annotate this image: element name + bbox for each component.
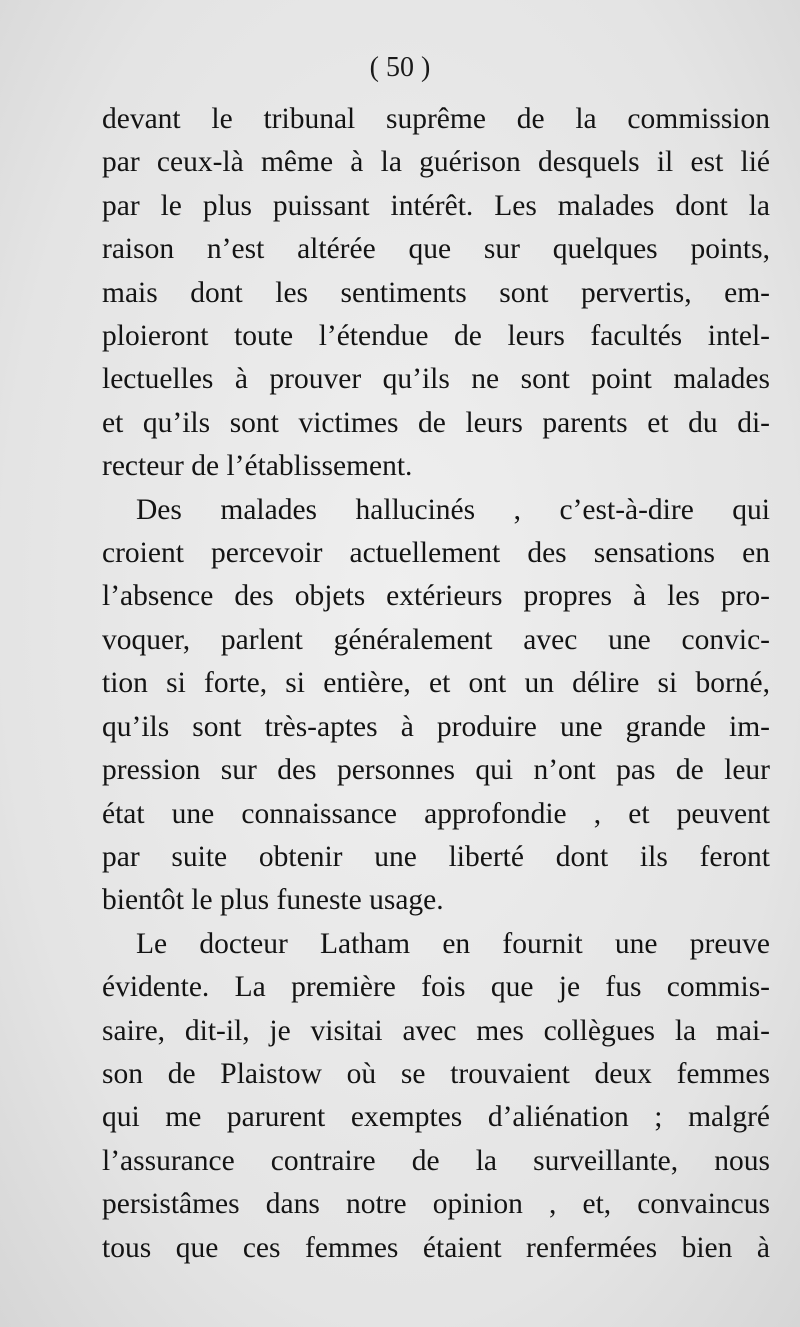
text-line: l’assurance contraire de la surveillante, nous	[102, 1144, 770, 1177]
text-line: persistâmes dans notre opinion , et, convaincus	[102, 1188, 770, 1221]
text-line: recteur de l’établissement.	[102, 450, 413, 483]
text-line: qu’ils sont très-aptes à produire une grande im-	[102, 710, 770, 743]
text-line: par le plus puissant intérêt. Les malades dont la	[102, 189, 770, 222]
text-line: mais dont les sentiments sont pervertis, em-	[102, 276, 770, 309]
text-line: évidente. La première fois que je fus commis-	[102, 971, 770, 1004]
text-line: croient percevoir actuellement des sensations en	[102, 537, 770, 570]
page-number: ( 50 )	[369, 52, 431, 83]
paragraph-1	[102, 98, 770, 489]
text-line: ploieront toute l’étendue de leurs facultés intel-	[102, 320, 770, 353]
text-line: et qu’ils sont victimes de leurs parents et du di-	[102, 406, 770, 439]
text-line: son de Plaistow où se trouvaient deux femmes	[102, 1057, 770, 1090]
text-line: par suite obtenir une liberté dont ils feront	[102, 840, 770, 873]
body-text	[102, 98, 770, 1270]
text-line: par ceux-là même à la guérison desquels il est lié	[102, 146, 770, 179]
text-line: qui me parurent exemptes d’aliénation ; malgré	[102, 1101, 770, 1134]
text-line: l’absence des objets extérieurs propres à les pro-	[102, 580, 770, 613]
text-line: raison n’est altérée que sur quelques points,	[102, 233, 770, 266]
text-line: saire, dit-il, je visitai avec mes collègues la mai-	[102, 1014, 770, 1047]
paragraph-2	[102, 489, 770, 923]
text-line: bientôt le plus funeste usage.	[102, 884, 444, 917]
text-line: voquer, parlent généralement avec une convic-	[102, 623, 770, 656]
text-line: tous que ces femmes étaient renfermées bien à	[102, 1231, 770, 1264]
text-line: Le docteur Latham en fournit une preuve	[136, 927, 770, 960]
text-line: état une connaissance approfondie , et peuvent	[102, 797, 770, 830]
paragraph-3	[102, 923, 770, 1270]
text-line: devant le tribunal suprême de la commission	[102, 103, 770, 135]
text-line: tion si forte, si entière, et ont un délire si borné,	[102, 667, 770, 700]
text-line: Des malades hallucinés , c’est-à-dire qui	[136, 493, 770, 526]
text-line: lectuelles à prouver qu’ils ne sont point malades	[102, 363, 770, 396]
text-line: pression sur des personnes qui n’ont pas de leur	[102, 754, 770, 787]
